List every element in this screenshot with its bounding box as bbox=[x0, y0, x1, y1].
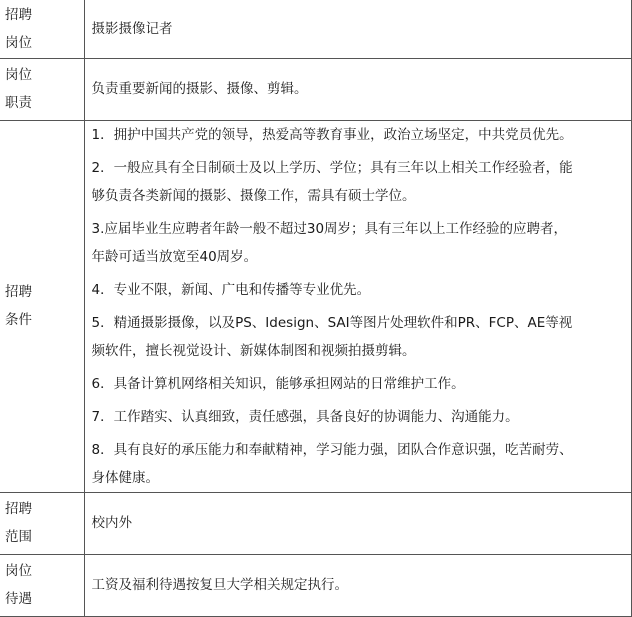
label-line: 招聘 bbox=[5, 501, 32, 517]
label-line: 招聘 bbox=[5, 284, 32, 300]
row-label-duties bbox=[0, 58, 84, 120]
requirements-list bbox=[84, 120, 632, 492]
requirement-line: 3.应届毕业生应聘者年龄一般不超过30周岁；具有三年以上工作经验的应聘者， bbox=[91, 220, 568, 237]
benefits-value: 工资及福利待遇按复旦大学相关规定执行。 bbox=[84, 554, 632, 616]
table-row bbox=[0, 0, 632, 58]
requirement-line: 身体健康。 bbox=[91, 469, 159, 486]
requirement-line: 2．一般应具有全日制硕士及以上学历、学位；具有三年以上相关工作经验者，能 bbox=[91, 159, 573, 176]
row-label-scope bbox=[0, 492, 84, 554]
label-line: 职责 bbox=[5, 95, 32, 111]
requirement-item-1: 1．拥护中国共产党的领导，热爱高等教育事业，政治立场坚定，中共党员优先。 bbox=[91, 126, 573, 143]
requirement-item-6: 6．具备计算机网络相关知识，能够承担网站的日常维护工作。 bbox=[91, 375, 465, 392]
requirement-line: 频软件，擅长视觉设计、新媒体制图和视频拍摄剪辑。 bbox=[91, 342, 416, 359]
position-value: 摄影摄像记者 bbox=[84, 0, 632, 58]
label-line: 招聘 bbox=[5, 6, 32, 23]
table-row bbox=[0, 492, 632, 554]
requirement-line: 够负责各类新闻的摄影、摄像工作，需具有硕士学位。 bbox=[91, 187, 416, 204]
label-line: 待遇 bbox=[5, 591, 32, 607]
row-label-benefits bbox=[0, 554, 84, 616]
requirement-item-2 bbox=[92, 154, 626, 210]
requirement-item-7: 7．工作踏实、认真细致，责任感强，具备良好的协调能力、沟通能力。 bbox=[91, 408, 519, 425]
row-label-requirements bbox=[0, 120, 84, 492]
label-line: 岗位 bbox=[5, 34, 32, 51]
requirement-item-8 bbox=[92, 436, 626, 492]
label-line: 范围 bbox=[5, 529, 32, 545]
label-line: 条件 bbox=[5, 312, 32, 328]
table-row bbox=[0, 554, 632, 616]
table-row bbox=[0, 58, 632, 120]
requirement-line: 8．具有良好的承压能力和奉献精神，学习能力强，团队合作意识强，吃苦耐劳、 bbox=[91, 441, 573, 458]
requirement-item-5 bbox=[92, 309, 626, 365]
table-row bbox=[0, 120, 632, 492]
duties-value: 负责重要新闻的摄影、摄像、剪辑。 bbox=[84, 58, 632, 120]
requirement-item-4: 4．专业不限，新闻、广电和传播等专业优先。 bbox=[91, 281, 371, 298]
requirement-item-3 bbox=[92, 215, 626, 271]
requirement-line: 5．精通摄影摄像，以及PS、Idesign、SAI等图片处理软件和PR、FCP、AE等视 bbox=[91, 314, 573, 331]
scope-value: 校内外 bbox=[84, 492, 632, 554]
label-line: 岗位 bbox=[5, 67, 32, 83]
requirement-line: 年龄可适当放宽至40周岁。 bbox=[91, 248, 258, 265]
row-label-position bbox=[0, 0, 84, 58]
label-line: 岗位 bbox=[5, 563, 32, 579]
